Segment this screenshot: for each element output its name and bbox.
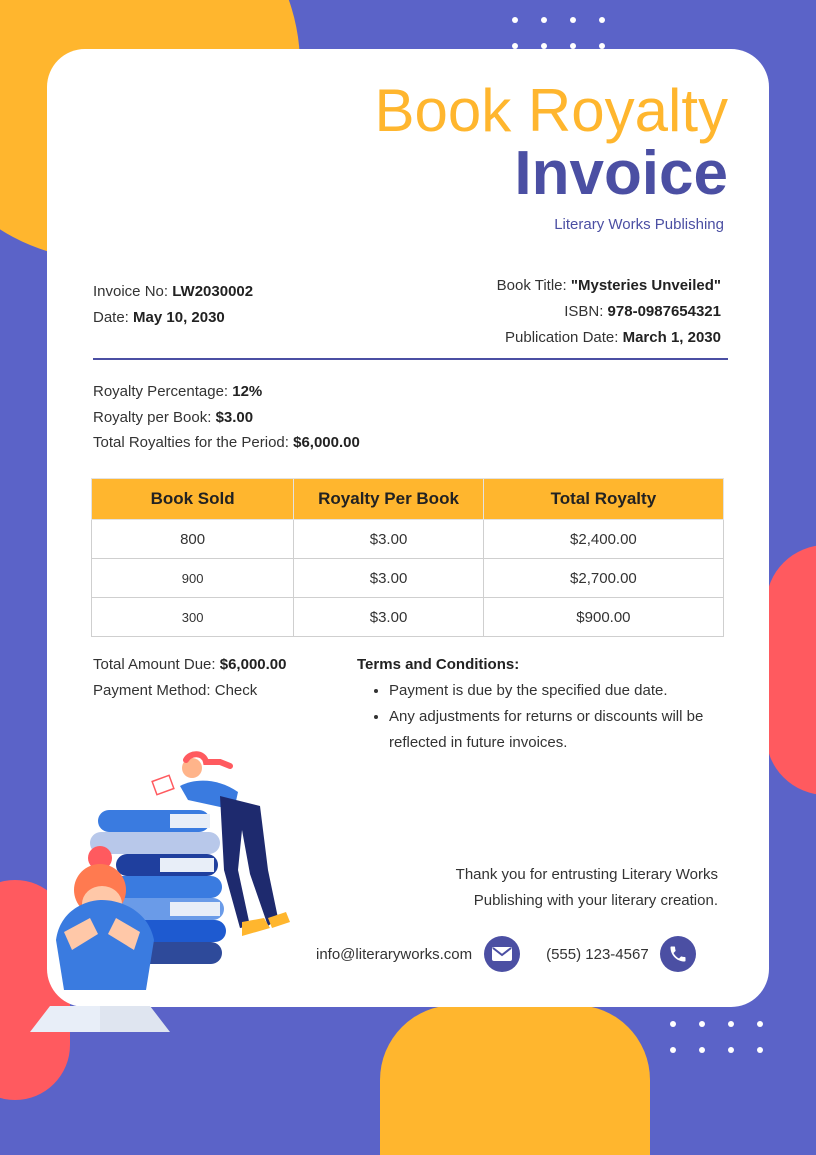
- payment-summary: [93, 652, 286, 704]
- book-details: [497, 273, 721, 351]
- phone-icon: [660, 936, 696, 972]
- logo-line-1: Literary: [139, 93, 197, 110]
- payment-method: Check: [214, 682, 258, 699]
- books-logo-icon: [93, 93, 131, 127]
- title-book-royalty: Book Royalty: [374, 77, 728, 144]
- coral-right-shape: [766, 545, 816, 795]
- payment-method-label: Payment Method:: [93, 682, 211, 699]
- reading-people-illustration: [20, 750, 300, 1040]
- cell-royalty-per-book: $3.00: [294, 598, 484, 637]
- thank-you-message: [456, 862, 718, 914]
- title-invoice: Invoice: [514, 139, 728, 208]
- amount-due: $6,000.00: [219, 656, 287, 673]
- isbn-label: ISBN:: [564, 303, 604, 320]
- cell-royalty-per-book: $3.00: [294, 520, 484, 559]
- book-title: "Mysteries Unveiled": [570, 277, 721, 294]
- publisher-name: Literary Works Publishing: [554, 216, 724, 233]
- total-royalties: $6,000.00: [293, 434, 360, 451]
- cell-books-sold: 900: [92, 559, 294, 598]
- terms-item: • Any adjustments for returns or discounts will be reflected in future invoices.: [389, 704, 717, 756]
- decorative-dots-top: [512, 17, 605, 49]
- amount-due-label: Total Amount Due:: [93, 656, 216, 673]
- company-logo: [93, 93, 196, 127]
- section-divider: [93, 358, 728, 360]
- royalty-per-book: $3.00: [215, 408, 254, 426]
- table-row: [92, 520, 724, 559]
- cell-total-royalty: $2,700.00: [483, 559, 723, 598]
- thank-you-line-1: Thank you for entrusting Literary Works: [455, 866, 718, 883]
- total-royalties-label: Total Royalties for the Period:: [93, 434, 289, 451]
- contact-phone[interactable]: (555) 123-4567: [546, 945, 649, 963]
- isbn-value: 978-0987654321: [607, 303, 721, 320]
- thank-you-line-2: Publishing with your literary creation.: [473, 892, 718, 909]
- royalty-per-book-label: Royalty per Book:: [93, 408, 212, 426]
- publication-date-label: Publication Date:: [505, 329, 619, 346]
- cell-total-royalty: $900.00: [483, 598, 723, 637]
- royalty-percentage: 12%: [232, 383, 263, 400]
- decorative-dots-bottom: [670, 1021, 763, 1053]
- invoice-date: May 10, 2030: [133, 309, 225, 326]
- yellow-bottom-shape: [380, 1005, 650, 1155]
- contact-email[interactable]: info@literaryworks.com: [316, 945, 473, 963]
- header-books-sold: Book Sold: [92, 479, 294, 520]
- table-row: [92, 559, 724, 598]
- royalty-percentage-label: Royalty Percentage:: [93, 383, 229, 400]
- invoice-date-label: Date:: [93, 309, 129, 326]
- terms-item: • Payment is due by the specified due date.: [389, 678, 717, 704]
- invoice-number: LW2030002: [172, 283, 254, 300]
- invoice-number-label: Invoice No:: [93, 283, 169, 300]
- logo-line-2: Works: [139, 110, 187, 127]
- table-header-row: [92, 479, 724, 520]
- royalty-summary: [93, 379, 360, 456]
- terms-and-conditions: [357, 652, 717, 756]
- publication-date: March 1, 2030: [622, 329, 721, 346]
- envelope-icon: [484, 936, 520, 972]
- cell-books-sold: 800: [92, 520, 294, 559]
- cell-books-sold: 300: [92, 598, 294, 637]
- royalty-table: [91, 478, 724, 637]
- terms-heading: Terms and Conditions:: [357, 656, 520, 673]
- invoice-details: [93, 279, 253, 331]
- cell-total-royalty: $2,400.00: [483, 520, 723, 559]
- header-royalty-per-book: Royalty Per Book: [294, 479, 484, 520]
- table-row: [92, 598, 724, 637]
- cell-royalty-per-book: $3.00: [294, 559, 484, 598]
- book-title-label: Book Title:: [496, 277, 567, 294]
- contact-info: [316, 936, 696, 972]
- header-total-royalty: Total Royalty: [483, 479, 723, 520]
